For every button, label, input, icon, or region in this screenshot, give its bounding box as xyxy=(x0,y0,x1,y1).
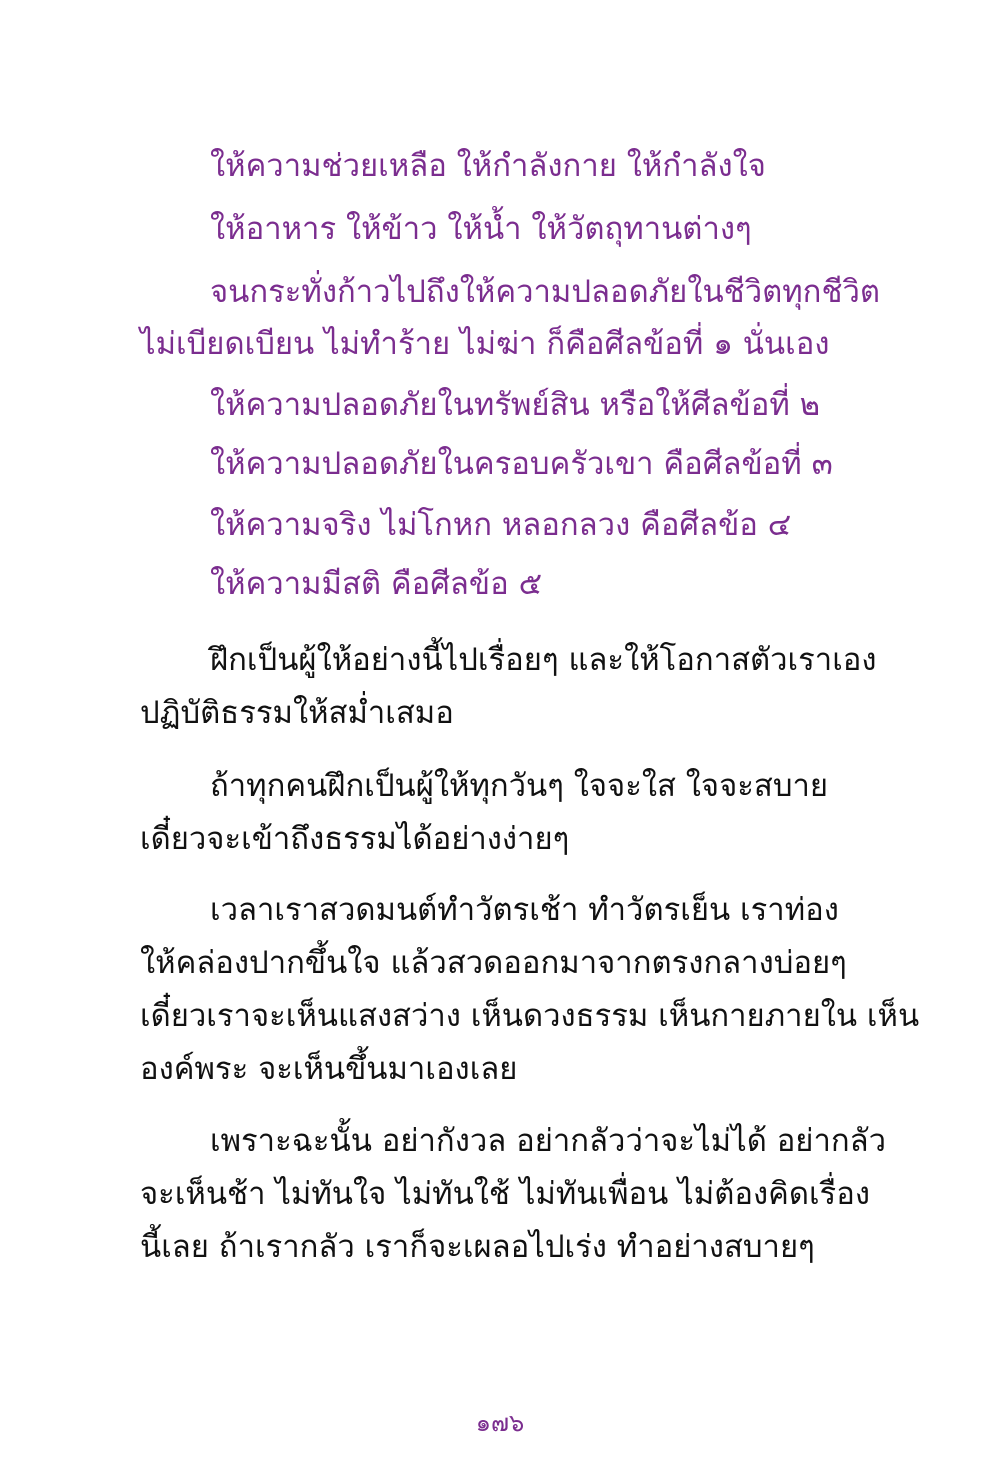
text-line: นี้เลย ถ้าเรากลัว เราก็จะเผลอไปเร่ง ทำอย่างสบายๆ xyxy=(140,1229,815,1265)
text-line: เดี๋ยวจะเข้าถึงธรรมได้อย่างง่ายๆ xyxy=(140,821,570,857)
page-number: ๑๗๖ xyxy=(475,1409,525,1437)
text-line: องค์พระ จะเห็นขึ้นมาเองเลย xyxy=(140,1051,518,1087)
text-line: ให้ความช่วยเหลือ ให้กำลังกาย ให้กำลังใจ xyxy=(210,148,766,184)
text-line: เวลาเราสวดมนต์ทำวัตรเช้า ทำวัตรเย็น เราท่อง xyxy=(210,892,839,928)
text-line: เดี๋ยวเราจะเห็นแสงสว่าง เห็นดวงธรรม เห็นกายภายใน เห็น xyxy=(140,998,920,1034)
text-line: ให้ความมีสติ คือศีลข้อ ๕ xyxy=(210,566,543,602)
text-line: ให้ความปลอดภัยในครอบครัวเขา คือศีลข้อที่ ๓ xyxy=(210,446,833,482)
text-line: ปฏิบัติธรรมให้สม่ำเสมอ xyxy=(140,695,454,731)
text-line: ให้อาหาร ให้ข้าว ให้น้ำ ให้วัตถุทานต่างๆ xyxy=(210,211,752,247)
text-line: จะเห็นช้า ไม่ทันใจ ไม่ทันใช้ ไม่ทันเพื่อน ไม่ต้องคิดเรื่อง xyxy=(140,1176,870,1212)
text-line: เพราะฉะนั้น อย่ากังวล อย่ากลัวว่าจะไม่ได้ อย่ากลัว xyxy=(210,1123,887,1159)
text-line: จนกระทั่งก้าวไปถึงให้ความปลอดภัยในชีวิตทุกชีวิต xyxy=(210,274,881,310)
text-line: ถ้าทุกคนฝึกเป็นผู้ให้ทุกวันๆ ใจจะใส ใจจะสบาย xyxy=(210,768,829,804)
text-line: ฝึกเป็นผู้ให้อย่างนี้ไปเรื่อยๆ และให้โอกาสตัวเราเอง xyxy=(210,642,877,678)
text-line: ไม่เบียดเบียน ไม่ทำร้าย ไม่ฆ่า ก็คือศีลข้อที่ ๑ นั่นเอง xyxy=(140,326,830,362)
text-line: ให้ความปลอดภัยในทรัพย์สิน หรือให้ศีลข้อที่ ๒ xyxy=(210,387,821,423)
text-line: ให้คล่องปากขึ้นใจ แล้วสวดออกมาจากตรงกลางบ่อยๆ xyxy=(140,945,847,981)
text-line: ให้ความจริง ไม่โกหก หลอกลวง คือศีลข้อ ๔ xyxy=(210,507,792,543)
